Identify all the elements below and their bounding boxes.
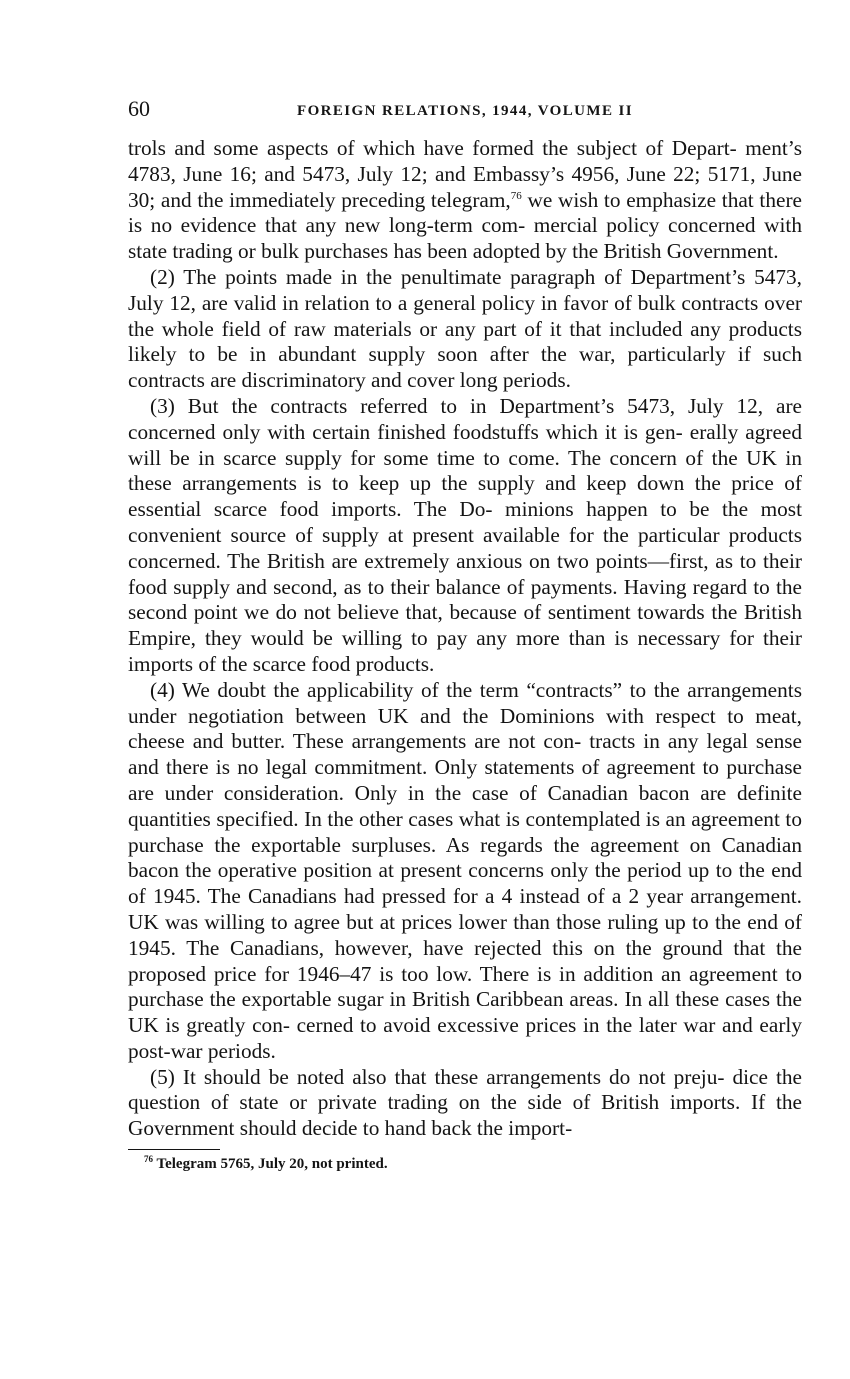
page-number: 60 [128, 96, 150, 121]
page-header [128, 96, 802, 136]
paragraph-3: (3) But the contracts referred to in Department’s 5473, July 12, are concerned only with certain finished foodstuffs which it is gen- erally agreed will be in scarce supply for some time to come. The concern of the UK in these arrangements is to keep up the supply and keep down the price of essential scarce food imports. The Do- minions happen to be the most convenient source of supply at present available for the particular products concerned. The British are extremely anxious on two points—first, as to their food supply and second, as to their balance of payments. Having regard to the second point we do not believe that, because of sentiment towards the British Empire, they would be willing to pay any more than is necessary for their imports of the scarce food products. [128, 393, 802, 676]
paragraph-5: (5) It should be noted also that these arrangements do not preju- dice the question of state or private trading on the side of British imports. If the Government should decide to hand back the import- [128, 1064, 802, 1141]
running-head: FOREIGN RELATIONS, 1944, VOLUME II [297, 103, 633, 119]
footnote-reference: 76 [510, 189, 522, 202]
paragraph-2: (2) The points made in the penultimate paragraph of Department’s 5473, July 12, are valid in relation to a general policy in favor of bulk contracts over the whole field of raw materials or any part of it that included any products likely to be in abundant supply soon after the war, particularly if such contracts are discriminatory and cover long periods. [128, 264, 802, 393]
footnote [128, 1156, 802, 1173]
paragraph-1 [128, 136, 802, 265]
body-text [128, 136, 802, 1142]
footnote-text: Telegram 5765, July 20, not printed. [153, 1156, 388, 1173]
paragraph-4: (4) We doubt the applicability of the term “contracts” to the arrangements under negotiation between UK and the Dominions with respect to meat, cheese and butter. These arrangements are not con- tracts in any legal sense and there is no legal commitment. Only statements of agreement to purchase are under consideration. Only in the case of Canadian bacon are definite quantities specified. In the other cases what is contemplated is an agreement to purchase the exportable surpluses. As regards the agreement on Canadian bacon the operative position at present concerns only the period up to the end of 1945. The Canadians had pressed for a 4 instead of a 2 year arrangement. UK was willing to agree but at prices lower than those ruling up to the end of 1945. The Canadians, however, have rejected this on the ground that the proposed price for 1946–47 is too low. There is in addition an agreement to purchase the exportable sugar in British Caribbean areas. In all these cases the UK is greatly con- cerned to avoid excessive prices in the later war and early post-war periods. [128, 677, 802, 1063]
document-page [128, 96, 802, 1173]
footnote-marker: 76 [144, 1154, 153, 1165]
footnote-divider [128, 1149, 220, 1150]
paragraph-1-text-b: we wish to emphasize that there is no evidence that any new long-term com- mercial policy concerned with state trading or bulk purchases has been adopted by the British Government. [128, 187, 802, 264]
paragraph-1-text-a: trols and some aspects of which have formed the subject of Depart- ment’s 4783, June 16; and 5473, July 12; and Embassy’s 4956, June 22; 5171, June 30; and the immediately preceding telegram, [128, 136, 802, 212]
